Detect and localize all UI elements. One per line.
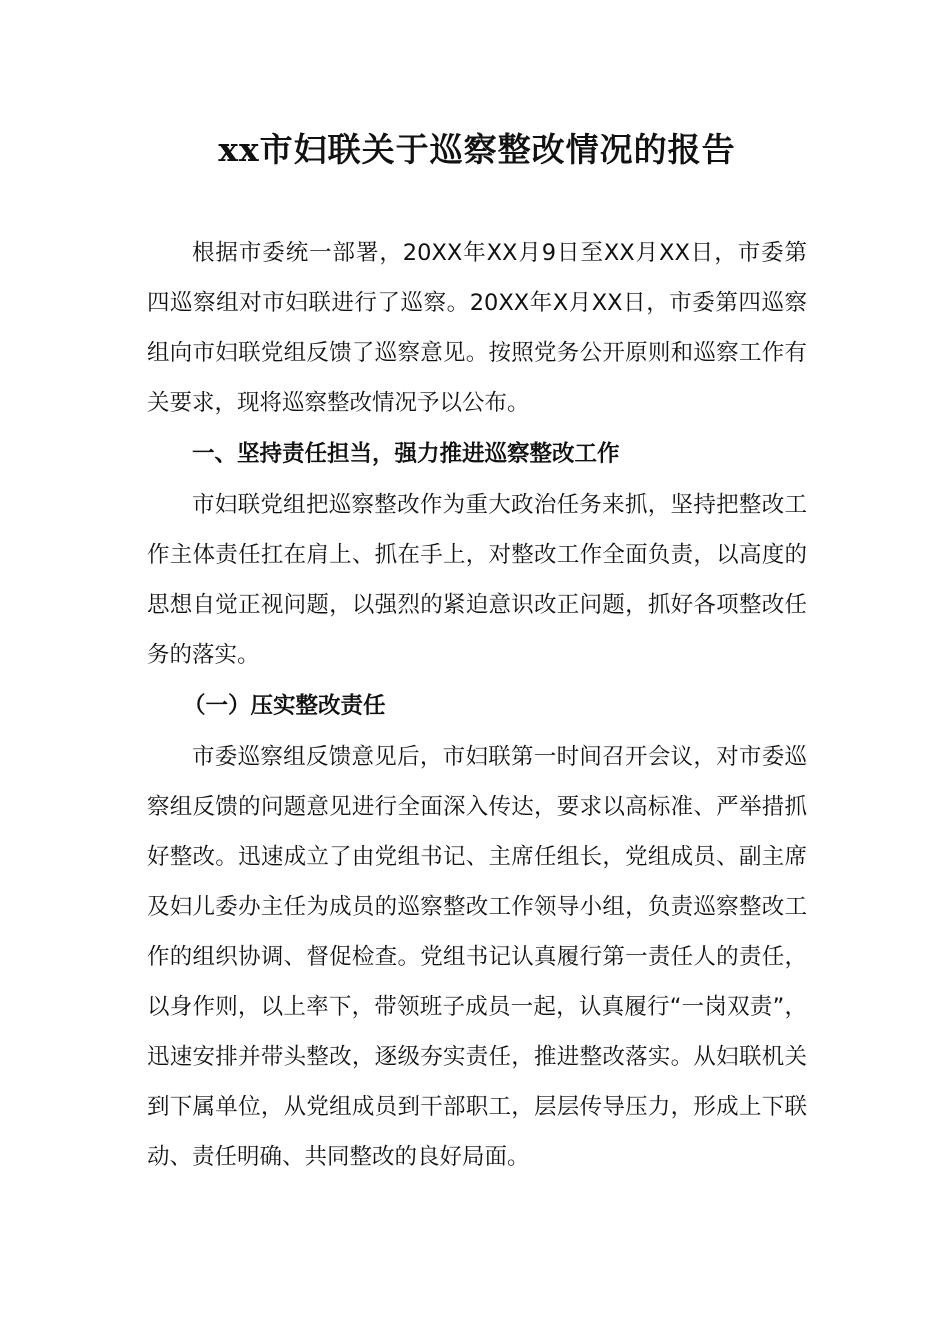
section-1-paragraph: 市妇联党组把巡察整改作为重大政治任务来抓，坚持把整改工作主体责任扛在肩上、抓在手上，对整改工作全面负责，以高度的思想自觉正视问题，以强烈的紧迫意识改正问题，抓好各项整改任务的落实。 — [147, 492, 807, 668]
intro-paragraph: 根据市委统一部署，20XX年XX月9日至XX月XX日，市委第四巡察组对市妇联进行了巡察。20XX年X月XX日，市委第四巡察组向市妇联党组反馈了巡察意见。按照党务公开原则和巡察工作有关要求，现将巡察整改情况予以公布。 — [147, 240, 807, 416]
document-body — [147, 128, 807, 1182]
subsection-1-paragraph: 市委巡察组反馈意见后，市妇联第一时间召开会议，对市委巡察组反馈的问题意见进行全面深入传达，要求以高标准、严举措抓好整改。迅速成立了由党组书记、主席任组长，党组成员、副主席及妇儿委办主任为成员的巡察整改工作领导小组，负责巡察整改工作的组织协调、督促检查。党组书记认真履行第一责任人的责任，以身作则，以上率下，带领班子成员一起，认真履行“一岗双责”，迅速安排并带头整改，逐级夯实责任，推进整改落实。从妇联机关到下属单位，从党组成员到干部职工，层层传导压力，形成上下联动、责任明确、共同整改的良好局面。 — [147, 744, 807, 1170]
subsection-heading-1: （一）压实整改责任 — [183, 693, 386, 719]
document-title: xx市妇联关于巡察整改情况的报告 — [218, 130, 736, 169]
section-heading-1: 一、坚持责任担当，强力推进巡察整改工作 — [192, 441, 620, 467]
